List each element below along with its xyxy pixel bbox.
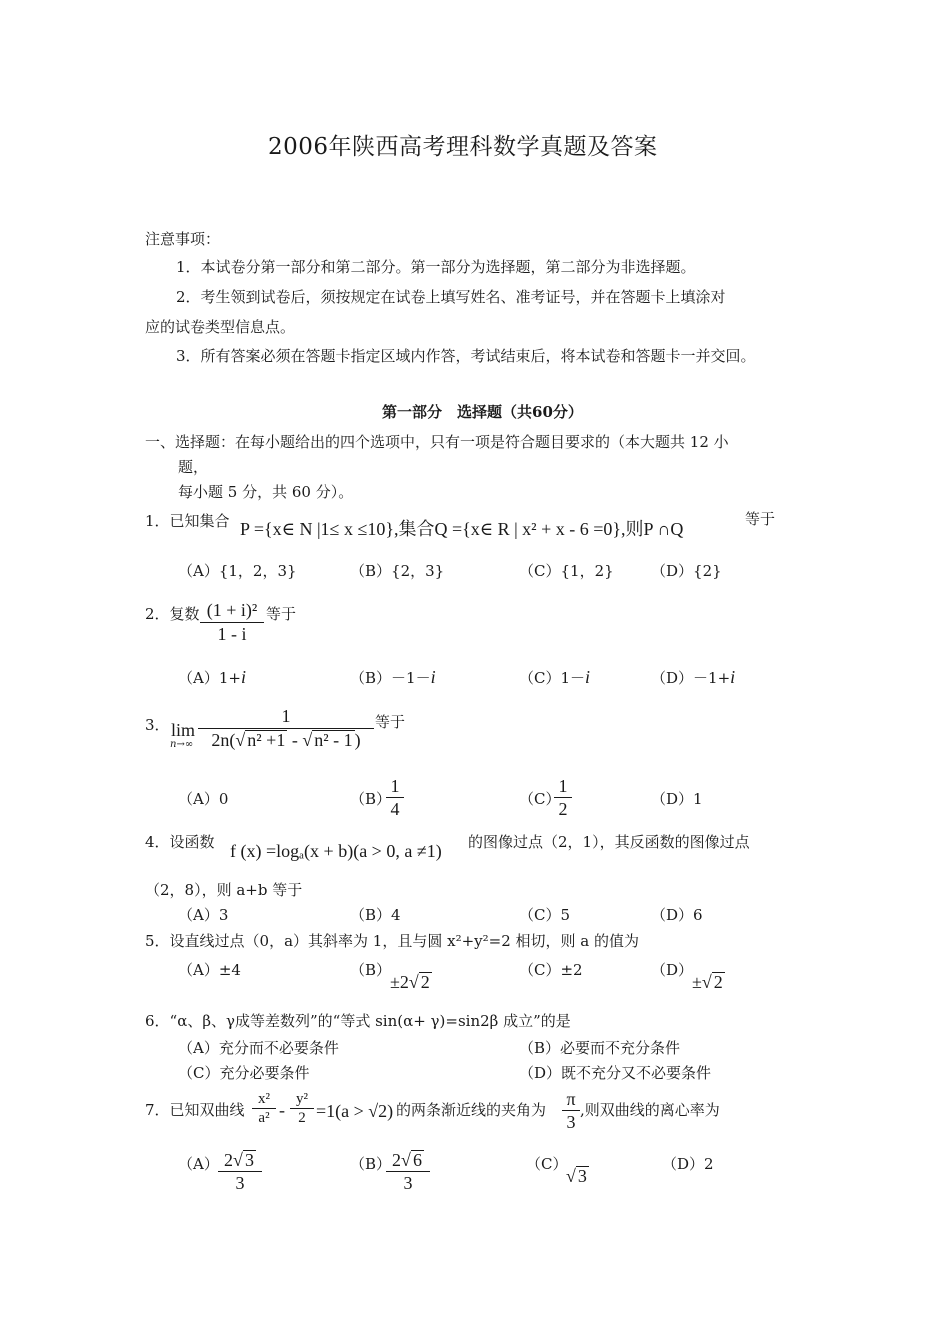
q2-option-a: （A）1+i — [178, 667, 246, 687]
q4-option-d: （D）6 — [651, 906, 703, 924]
q2-option-b: （B）－1－i — [350, 667, 436, 687]
part1-intro: 一、选择题：在每小题给出的四个选项中，只有一项是符合题目要求的（本大题共 12 小 — [145, 433, 729, 451]
q5-option-c: （C）±2 — [519, 961, 583, 979]
notice-item-1: 1．本试卷分第一部分和第二部分。第一部分为选择题，第二部分为非选择题。 — [176, 258, 696, 276]
q3-numerator: 1 — [198, 706, 374, 729]
q6-option-c: （C）充分必要条件 — [178, 1064, 310, 1082]
q7-option-a-fraction: $\frac{2√ 3}{3}$ — [218, 1150, 262, 1193]
q7-number: 7．已知双曲线 — [145, 1101, 245, 1119]
q3-option-a: （A）0 — [178, 790, 229, 808]
part1-intro-cont: 题， — [178, 458, 209, 476]
notice-item-2: 2．考生领到试卷后，须按规定在试卷上填写姓名、准考证号，并在答题卡上填涂对 — [176, 288, 726, 306]
q2-number: 2．复数 — [145, 605, 200, 623]
q7-minus: - — [279, 1100, 285, 1120]
notice-item-3: 3．所有答案必须在答题卡指定区域内作答，考试结束后，将本试卷和答题卡一并交回。 — [176, 347, 756, 365]
q3-option-b-fraction: $\frac{1}{4}$ — [386, 776, 404, 819]
q7-option-d: （D）2 — [662, 1155, 714, 1173]
q3-tail: 等于 — [375, 713, 406, 731]
q7-option-a-label: （A） — [178, 1155, 219, 1173]
q5-option-d-label: （D） — [651, 961, 694, 979]
q2-fraction — [200, 600, 264, 644]
q4-line2: （2，8），则 a+b 等于 — [145, 881, 303, 899]
q7-condition: =1(a > √2) — [316, 1101, 394, 1121]
q4-option-c: （C）5 — [519, 906, 571, 924]
notice-heading: 注意事项： — [145, 230, 221, 248]
q5-text: 5．设直线过点（0，a）其斜率为 1，且与圆 x²+y²=2 相切，则 a 的值为 — [145, 932, 639, 950]
q5-option-b-value: ±2√ 2 — [390, 972, 430, 992]
q7-mid-text: 的两条渐近线的夹角为 — [396, 1101, 547, 1119]
q1-option-b: （B）{2，3} — [350, 562, 445, 580]
q5-option-a: （A）±4 — [178, 961, 241, 979]
q1-number: 1．已知集合 — [145, 512, 230, 530]
q5-option-d-value: ±√ 2 — [692, 972, 723, 992]
q2-numerator: (1 + i)² — [200, 600, 264, 623]
q3-number: 3． — [145, 716, 170, 734]
q4-option-a: （A）3 — [178, 906, 229, 924]
q5-option-b-label: （B） — [350, 961, 392, 979]
q3-lim: lim — [171, 720, 196, 740]
q1-option-a: （A）{1，2，3} — [178, 562, 297, 580]
notice-item-2-cont: 应的试卷类型信息点。 — [145, 318, 296, 336]
q2-tail: 等于 — [266, 605, 297, 623]
q1-option-c: （C）{1，2} — [519, 562, 614, 580]
q7-fraction-y: $\frac{\text{y²}}{2}$ — [290, 1091, 314, 1128]
part1-intro-scoring: 每小题 5 分，共 60 分）。 — [178, 483, 354, 501]
q3-fraction — [198, 706, 374, 750]
q2-denominator: 1 - i — [217, 623, 247, 644]
q4-tail: 的图像过点（2，1），其反函数的图像过点 — [468, 833, 750, 851]
q6-option-d: （D）既不充分又不必要条件 — [519, 1064, 712, 1082]
q6-option-a: （A）充分而不必要条件 — [178, 1039, 339, 1057]
q4-option-b: （B）4 — [350, 906, 401, 924]
q7-option-b-fraction: $\frac{2√ 6}{3}$ — [386, 1150, 430, 1193]
q3-option-b-label: （B） — [350, 790, 392, 808]
q7-option-c-value: √ 3 — [566, 1166, 587, 1186]
q4-expression: f (x) =logₐ(x + b)(a > 0, a ≠1) — [230, 841, 442, 861]
q6-text: 6．“α、β、γ成等差数列”的“等式 sin(α+ γ)=sin2β 成立”的是 — [145, 1012, 571, 1030]
page-title: 2006年陕西高考理科数学真题及答案 — [268, 134, 658, 160]
q7-fraction-pi: $\frac{\pi}{3}$ — [562, 1089, 580, 1132]
q3-option-c-label: （C） — [519, 790, 561, 808]
q3-option-c-fraction: $\frac{1}{2}$ — [554, 776, 572, 819]
q1-expression: P ={x∈ N |1≤ x ≤10},集合Q ={x∈ R | x² + x - 6 =0},则P ∩Q — [240, 519, 684, 539]
q6-option-b: （B）必要而不充分条件 — [519, 1039, 681, 1057]
q7-tail: ,则双曲线的离心率为 — [580, 1101, 720, 1119]
part1-heading: 第一部分 选择题（共60分） — [382, 403, 583, 421]
q1-option-d: （D）{2} — [651, 562, 722, 580]
q2-option-d: （D）－1+i — [651, 667, 736, 687]
q1-tail: 等于 — [745, 510, 776, 528]
q7-option-c-label: （C） — [526, 1155, 568, 1173]
q3-lim-subscript: n→∞ — [170, 739, 194, 750]
q3-option-d: （D）1 — [651, 790, 703, 808]
q7-fraction-x: $\frac{\text{x²}}{\text{a²}}$ — [252, 1091, 276, 1128]
q3-denominator: 2n(√ n² +1 - √ n² - 1 ) — [211, 729, 361, 750]
q2-option-c: （C）1－i — [519, 667, 591, 687]
q7-option-b-label: （B） — [350, 1155, 392, 1173]
q4-number: 4．设函数 — [145, 833, 215, 851]
